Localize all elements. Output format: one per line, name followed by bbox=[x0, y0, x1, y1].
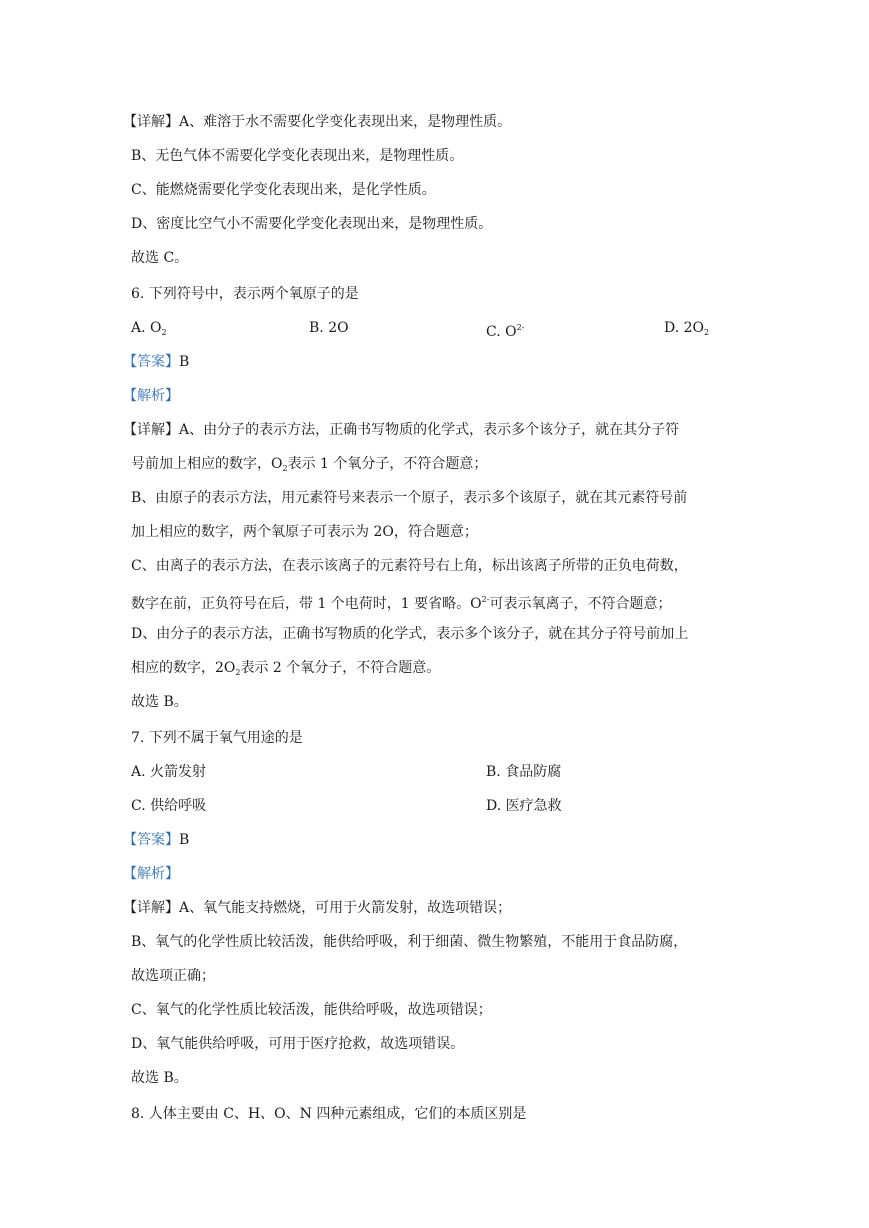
q6-detail-c2: 数字在前，正负符号在后，带 1 个电荷时，1 要省略。$O^{2-}$可表示氧离子，不符合题意； bbox=[131, 595, 672, 612]
q7-detail-d1: D、氧气能供给呼吸，可用于医疗抢救，故选项错误。 bbox=[131, 1036, 465, 1052]
q7-detail-a1: 【详解】A、氧气能支持燃烧，可用于火箭发射，故选项错误； bbox=[123, 900, 512, 916]
q6-detail-b1: B、由原子的表示方法，用元素符号来表示一个原子，表示多个该原子，就在其元素符号前 bbox=[131, 490, 688, 506]
answer-value: B bbox=[179, 832, 190, 848]
q6-detail-a1: 【详解】A、由分子的表示方法，正确书写物质的化学式，表示多个该分子，就在其分子符 bbox=[123, 422, 680, 438]
q7-detail-b2: 故选项正确； bbox=[131, 968, 215, 984]
q5-detail-d: D、密度比空气小不需要化学变化表现出来，是物理性质。 bbox=[131, 216, 493, 232]
q5-detail-a: 【详解】A、难溶于水不需要化学变化表现出来，是物理性质。 bbox=[123, 114, 512, 130]
answer-label: 【答案】 bbox=[123, 354, 179, 370]
q7-option-a: A. 火箭发射 bbox=[131, 764, 207, 780]
q7-option-b: B. 食品防腐 bbox=[486, 764, 562, 780]
detail-label: 【详解】 bbox=[123, 114, 179, 130]
q5-detail-c: C、能燃烧需要化学变化表现出来，是化学性质。 bbox=[131, 182, 436, 198]
q6-detail-b2: 加上相应的数字，两个氧原子可表示为 2O，符合题意； bbox=[131, 524, 478, 540]
q6-detail-d2: 相应的数字，$2O_2$表示 2 个氧分子，不符合题意。 bbox=[131, 660, 441, 677]
answer-value: B bbox=[179, 354, 190, 370]
q7-analysis-label: 【解析】 bbox=[123, 866, 179, 882]
q7-option-c: C. 供给呼吸 bbox=[131, 798, 207, 814]
q7-detail-c1: C、氧气的化学性质比较活泼，能供给呼吸，故选项错误； bbox=[131, 1002, 492, 1018]
q5-detail-b: B、无色气体不需要化学变化表现出来，是物理性质。 bbox=[131, 148, 464, 164]
q8-stem: 8. 人体主要由 C、H、O、N 四种元素组成，它们的本质区别是 bbox=[131, 1106, 527, 1122]
q7-stem: 7. 下列不属于氧气用途的是 bbox=[131, 730, 303, 746]
q7-detail-b1: B、氧气的化学性质比较活泼，能供给呼吸，利于细菌、微生物繁殖，不能用于食品防腐， bbox=[131, 934, 688, 950]
q6-answer bbox=[123, 352, 189, 372]
q6-option-c: C. $O^{2-}$ bbox=[486, 323, 525, 340]
q6-conclusion: 故选 B。 bbox=[131, 694, 188, 710]
q6-stem: 6. 下列符号中，表示两个氧原子的是 bbox=[131, 286, 359, 302]
q6-detail-a2: 号前加上相应的数字，$O_2$表示 1 个氧分子，不符合题意； bbox=[131, 456, 488, 473]
q6-analysis-label: 【解析】 bbox=[123, 388, 179, 404]
q5-conclusion: 故选 C。 bbox=[131, 250, 189, 266]
q7-option-d: D. 医疗急救 bbox=[486, 798, 562, 814]
q6-detail-c1: C、由离子的表示方法，在表示该离子的元素符号右上角，标出该离子所带的正负电荷数， bbox=[131, 558, 688, 574]
q6-option-a: A. $O_2$ bbox=[131, 320, 167, 337]
q7-conclusion: 故选 B。 bbox=[131, 1070, 188, 1086]
detail-label: 【详解】 bbox=[123, 900, 179, 916]
detail-label: 【详解】 bbox=[123, 422, 179, 438]
q7-answer bbox=[123, 830, 189, 850]
q6-option-d: D. $2O_2$ bbox=[664, 320, 710, 337]
q6-detail-d1: D、由分子的表示方法，正确书写物质的化学式，表示多个该分子，就在其分子符号前加上 bbox=[131, 626, 689, 642]
q6-option-b: B. 2O bbox=[309, 320, 349, 336]
answer-label: 【答案】 bbox=[123, 832, 179, 848]
